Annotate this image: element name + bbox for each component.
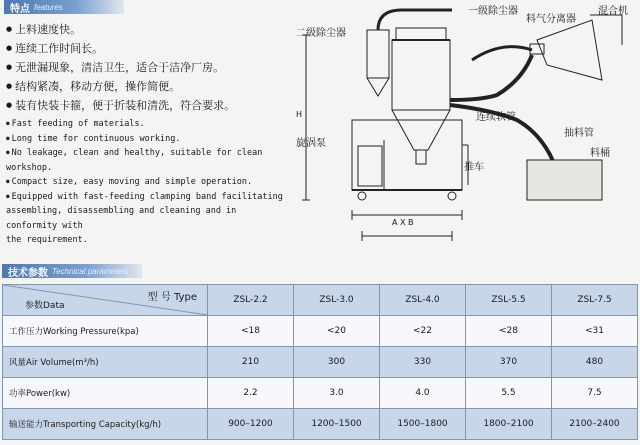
table-cell: 1800–2100	[466, 409, 552, 440]
label-dimension-h: H	[296, 110, 303, 119]
table-row	[3, 378, 638, 409]
model-header: ZSL-3.0	[294, 285, 380, 316]
table-cell: 300	[294, 347, 380, 378]
table-cell: <31	[552, 316, 638, 347]
feature-item-cn: ● 装有快装卡箍，便于折装和清洗，符合要求。	[6, 96, 292, 115]
row-label: 输送能力Transporting Capacity(kg/h)	[3, 409, 208, 440]
label-connecting-hose: 连续软管	[476, 112, 516, 123]
table-cell: 370	[466, 347, 552, 378]
features-header	[4, 0, 124, 14]
equipment-diagram	[292, 0, 640, 262]
label-dimension-axb: A X B	[392, 218, 414, 227]
table-cell: 210	[208, 347, 294, 378]
table-header-row	[3, 285, 638, 316]
label-suction-pipe: 抽料管	[564, 128, 594, 139]
table-header-corner	[3, 285, 208, 316]
header-type-label: 型 号 Type	[147, 292, 197, 303]
table-cell: 2100–2400	[552, 409, 638, 440]
feature-item-cn: ● 无泄漏现象，清洁卫生，适合于洁净厂房。	[6, 58, 292, 77]
features-section	[2, 0, 292, 248]
features-title: 特点	[10, 3, 30, 15]
table-cell: 4.0	[380, 378, 466, 409]
params-title: 技术参数	[8, 267, 48, 279]
row-label: 风量Air Volume(m³/h)	[3, 347, 208, 378]
model-header: ZSL-5.5	[466, 285, 552, 316]
table-cell: <20	[294, 316, 380, 347]
table-cell: <22	[380, 316, 466, 347]
table-cell: 1500–1800	[380, 409, 466, 440]
parameters-table	[2, 284, 638, 440]
params-title-en: Technical parameters	[52, 266, 129, 276]
label-feed-barrel: 料桶	[590, 148, 610, 159]
table-cell: 5.5	[466, 378, 552, 409]
row-label: 功率Power(kw)	[3, 378, 208, 409]
feature-item-en: assembling, disassembling and cleaning and in conformity with	[6, 206, 237, 231]
table-cell: 7.5	[552, 378, 638, 409]
table-row	[3, 409, 638, 440]
header-data-label: 参数Data	[25, 301, 65, 311]
row-label: 工作压力Working Pressure(kpa)	[3, 316, 208, 347]
table-row	[3, 347, 638, 378]
feature-item-cn: ● 结构紧凑，移动方便，操作简便。	[6, 77, 292, 96]
model-header: ZSL-2.2	[208, 285, 294, 316]
feature-item-cn: ● 上料速度快。	[6, 20, 292, 39]
label-secondary-dust-collector: 二级除尘器	[296, 28, 346, 39]
label-mixer: 混合机	[598, 6, 628, 17]
feature-item-en: ● Equipped with fast-feeding clamping band facilitating	[6, 190, 292, 205]
table-cell: 1200–1500	[294, 409, 380, 440]
table-cell: 3.0	[294, 378, 380, 409]
features-list-cn	[2, 20, 292, 115]
label-cart: 推车	[464, 162, 484, 173]
table-cell: <18	[208, 316, 294, 347]
feature-item-en: ● Long time for continuous working.	[6, 132, 292, 147]
table-cell: 900–1200	[208, 409, 294, 440]
model-header: ZSL-7.5	[552, 285, 638, 316]
label-vortex-pump: 旋涡泵	[296, 138, 326, 149]
feature-item-en: the requirement.	[6, 235, 88, 245]
label-primary-dust-collector: 一级除尘器	[468, 6, 518, 17]
table-cell: 480	[552, 347, 638, 378]
table-cell: 2.2	[208, 378, 294, 409]
model-header: ZSL-4.0	[380, 285, 466, 316]
features-list-en	[2, 117, 292, 248]
table-row	[3, 316, 638, 347]
technical-parameters-section	[2, 264, 638, 430]
label-material-gas-separator: 料气分离器	[526, 14, 576, 25]
table-cell: <28	[466, 316, 552, 347]
table-cell: 330	[380, 347, 466, 378]
features-title-en: features	[34, 2, 63, 12]
params-header	[2, 264, 142, 278]
feature-item-en: ● No leakage, clean and healthy, suitable for clean workshop.	[6, 146, 292, 175]
feature-item-en: ● Compact size, easy moving and simple operation.	[6, 175, 292, 190]
feature-item-en: ● Fast feeding of materials.	[6, 117, 292, 132]
feature-item-cn: ● 连续工作时间长。	[6, 39, 292, 58]
